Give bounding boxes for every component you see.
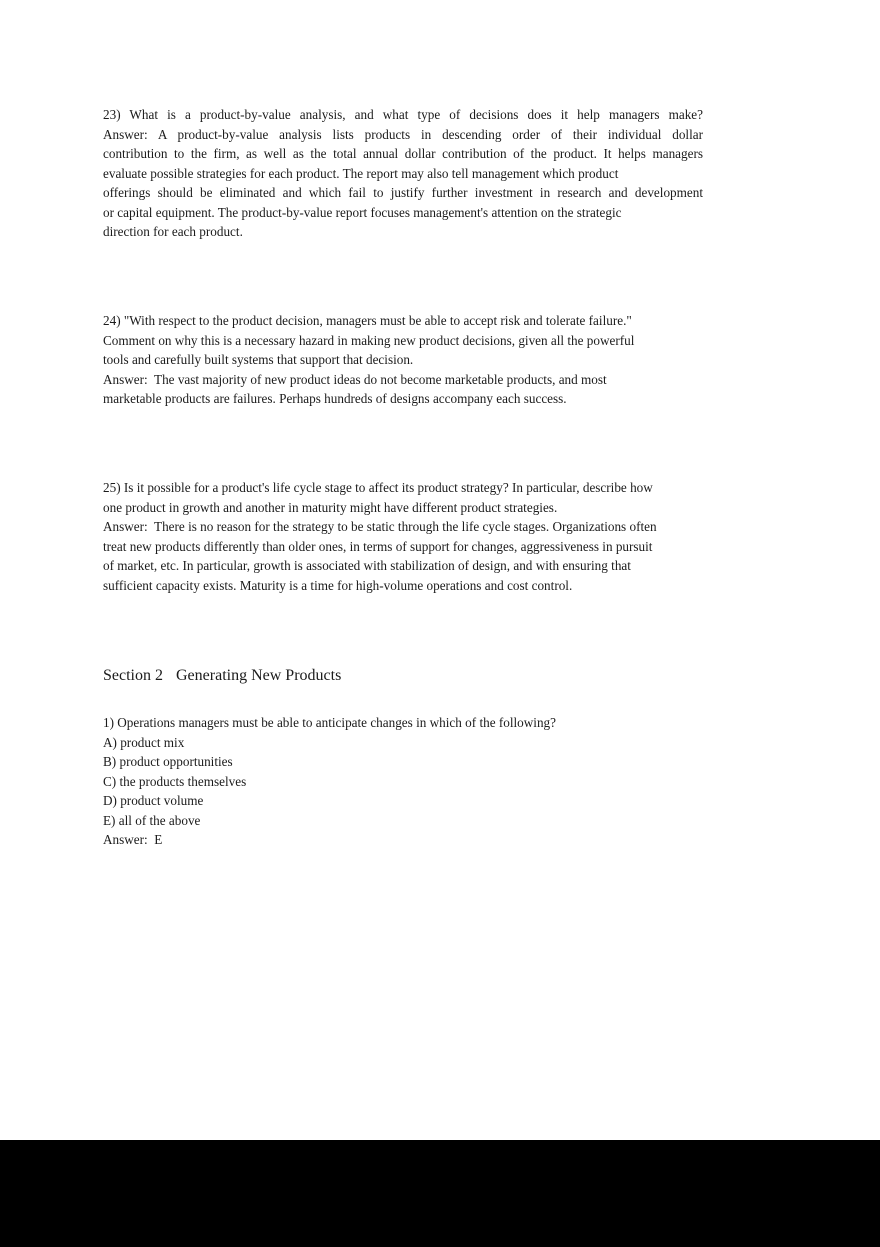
- question-23-block: [103, 105, 703, 242]
- bottom-black-bar: [0, 1140, 880, 1247]
- question-25-line-6: sufficient capacity exists. Maturity is a time for high-volume operations and cost control.: [103, 577, 573, 593]
- section-heading-title: Generating New Products: [176, 667, 342, 684]
- question-24-line-1: 24) "With respect to the product decision, managers must be able to accept risk and tolerate failure.": [103, 313, 632, 328]
- question-23-line-3: contribution to the firm, as well as the total annual dollar contribution of the product. It helps managers: [103, 146, 703, 161]
- question-24-line-3: tools and carefully built systems that support that decision.: [103, 352, 414, 367]
- question-23-line-6: or capital equipment. The product-by-value report focuses management's attention on the strategic: [103, 204, 622, 220]
- question-25-line-2: one product in growth and another in maturity might have different product strategies.: [103, 499, 558, 515]
- question-23-line-5: offerings should be eliminated and which fail to justify further investment in research and development: [103, 185, 703, 200]
- question-1-block: [103, 713, 703, 850]
- question-23-line-1: 23) What is a product-by-value analysis, and what type of decisions does it help managers make?: [103, 107, 703, 122]
- section-heading-label: Section 2: [103, 667, 163, 684]
- question-25-line-4: treat new products differently than older ones, in terms of support for changes, aggressiveness in pursuit: [103, 538, 653, 554]
- question-1-line-4: C) the products themselves: [103, 773, 247, 789]
- question-1-line-5: D) product volume: [103, 793, 204, 808]
- question-23-line-7: direction for each product.: [103, 224, 243, 239]
- question-24-block: [103, 311, 703, 409]
- question-23-line-4: evaluate possible strategies for each product. The report may also tell management which product: [103, 165, 619, 181]
- question-25-block: [103, 478, 703, 595]
- question-1-line-2: A) product mix: [103, 734, 185, 750]
- question-24-line-5: marketable products are failures. Perhaps hundreds of designs accompany each success.: [103, 391, 567, 406]
- question-1-line-3: B) product opportunities: [103, 754, 233, 769]
- question-24-line-4: Answer: The vast majority of new product ideas do not become marketable products, and most: [103, 371, 607, 387]
- question-23-line-2: Answer: A product-by-value analysis lists products in descending order of their individual dollar: [103, 126, 703, 142]
- question-25-line-3: Answer: There is no reason for the strategy to be static through the life cycle stages. Organizations often: [103, 519, 657, 534]
- section-2-heading: [103, 664, 341, 687]
- question-1-line-7: Answer: E: [103, 832, 163, 847]
- question-1-line-1: 1) Operations managers must be able to anticipate changes in which of the following?: [103, 715, 556, 730]
- question-1-line-6: E) all of the above: [103, 812, 201, 828]
- question-24-line-2: Comment on why this is a necessary hazard in making new product decisions, given all the powerful: [103, 332, 635, 348]
- question-25-line-1: 25) Is it possible for a product's life cycle stage to affect its product strategy? In particular, describe how: [103, 480, 653, 495]
- question-25-line-5: of market, etc. In particular, growth is associated with stabilization of design, and with ensuring that: [103, 558, 631, 573]
